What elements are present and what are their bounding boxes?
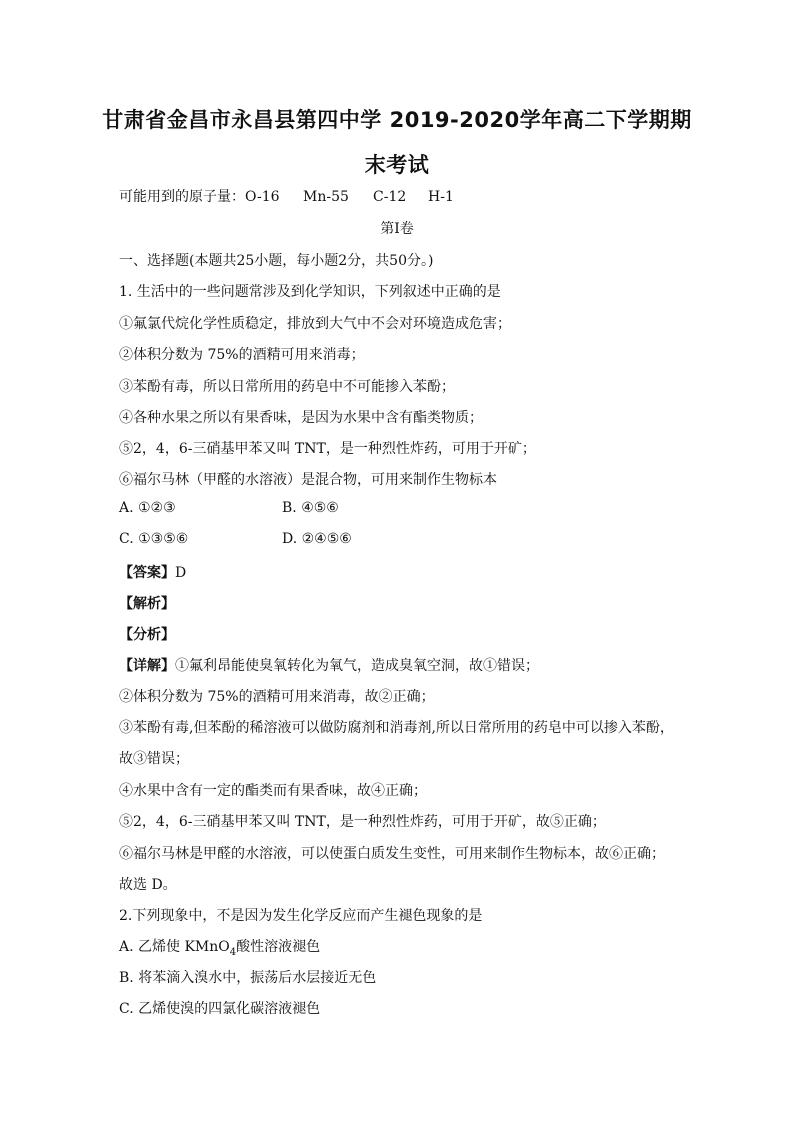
q1-option-c: C. ①③⑤⑥ [119,531,189,547]
q2-option-a-text: A. 乙烯使 KMnO [119,939,230,955]
answer-value: D [175,565,187,581]
q1-answer [119,562,186,582]
detail-line: ③苯酚有毒,但苯酚的稀溶液可以做防腐剂和消毒剂,所以日常所用的药皂中可以掺入苯酚， [119,720,674,736]
atoms-label: 可能用到的原子量： [119,189,245,205]
detail-line: ④水果中含有一定的酯类而有果香味，故④正确； [119,783,427,799]
subscript: 4 [229,946,237,958]
q1-item: ②体积分数为 75%的酒精可用来消毒； [119,347,365,363]
q1-option-d: D. ②④⑤⑥ [282,531,352,547]
section-heading: 一、选择题(本题共25小题，每小题2分，共50分。) [119,253,434,269]
detail-line: ⑥福尔马林是甲醛的水溶液，可以使蛋白质发生变性，可用来制作生物标本，故⑥正确； [119,846,665,862]
volume-heading: 第Ⅰ卷 [380,221,414,237]
title-line-1: 甘肃省金昌市永昌县第四中学 2019-2020学年高二下学期期 [102,108,692,132]
q2-option-b: B. 将苯滴入溴水中，振荡后水层接近无色 [119,970,377,986]
detail-line: ①氟利昂能使臭氧转化为氧气，造成臭氧空洞，故①错误； [175,658,539,674]
detail-line: 故选 D。 [119,877,177,893]
fenxi-label: 【分析】 [119,627,175,643]
atomic-masses [119,186,454,206]
atom-o: O-16 [245,189,280,205]
detail-first [119,655,539,675]
analysis-label: 【解析】 [119,596,175,612]
detail-line: ⑤2，4，6-三硝基甲苯又叫 TNT，是一种烈性炸药，可用于开矿，故⑤正确； [119,814,606,830]
q2-option-c: C. 乙烯使溴的四氯化碳溶液褪色 [119,1001,321,1017]
q1-option-a: A. ①②③ [119,500,176,516]
q2-option-a-tail: 酸性溶液褪色 [236,939,321,955]
q1-item: ③苯酚有毒，所以日常所用的药皂中不可能掺入苯酚； [119,379,455,395]
q1-item: ①氟氯代烷化学性质稳定，排放到大气中不会对环境造成危害； [119,316,511,332]
q2-option-a [119,936,320,958]
detail-line: 故③错误； [119,751,189,767]
q1-option-b: B. ④⑤⑥ [282,500,339,516]
atom-h: H-1 [428,189,454,205]
q1-stem: 1. 生活中的一些问题常涉及到化学知识，下列叙述中正确的是 [119,284,501,300]
detail-label: 【详解】 [119,658,175,674]
q1-item: ④各种水果之所以有果香味，是因为水果中含有酯类物质； [119,410,483,426]
q2-stem: 2.下列现象中，不是因为发生化学反应而产生褪色现象的是 [119,908,483,924]
q1-item: ⑤2，4，6-三硝基甲苯又叫 TNT，是一种烈性炸药，可用于开矿； [119,441,536,457]
atom-mn: Mn-55 [303,189,349,205]
q1-item: ⑥福尔马林（甲醛的水溶液）是混合物，可用来制作生物标本 [119,472,497,488]
atom-c: C-12 [373,189,407,205]
answer-label: 【答案】 [119,565,175,581]
title-line-2: 末考试 [364,153,430,177]
detail-line: ②体积分数为 75%的酒精可用来消毒，故②正确； [119,689,435,705]
